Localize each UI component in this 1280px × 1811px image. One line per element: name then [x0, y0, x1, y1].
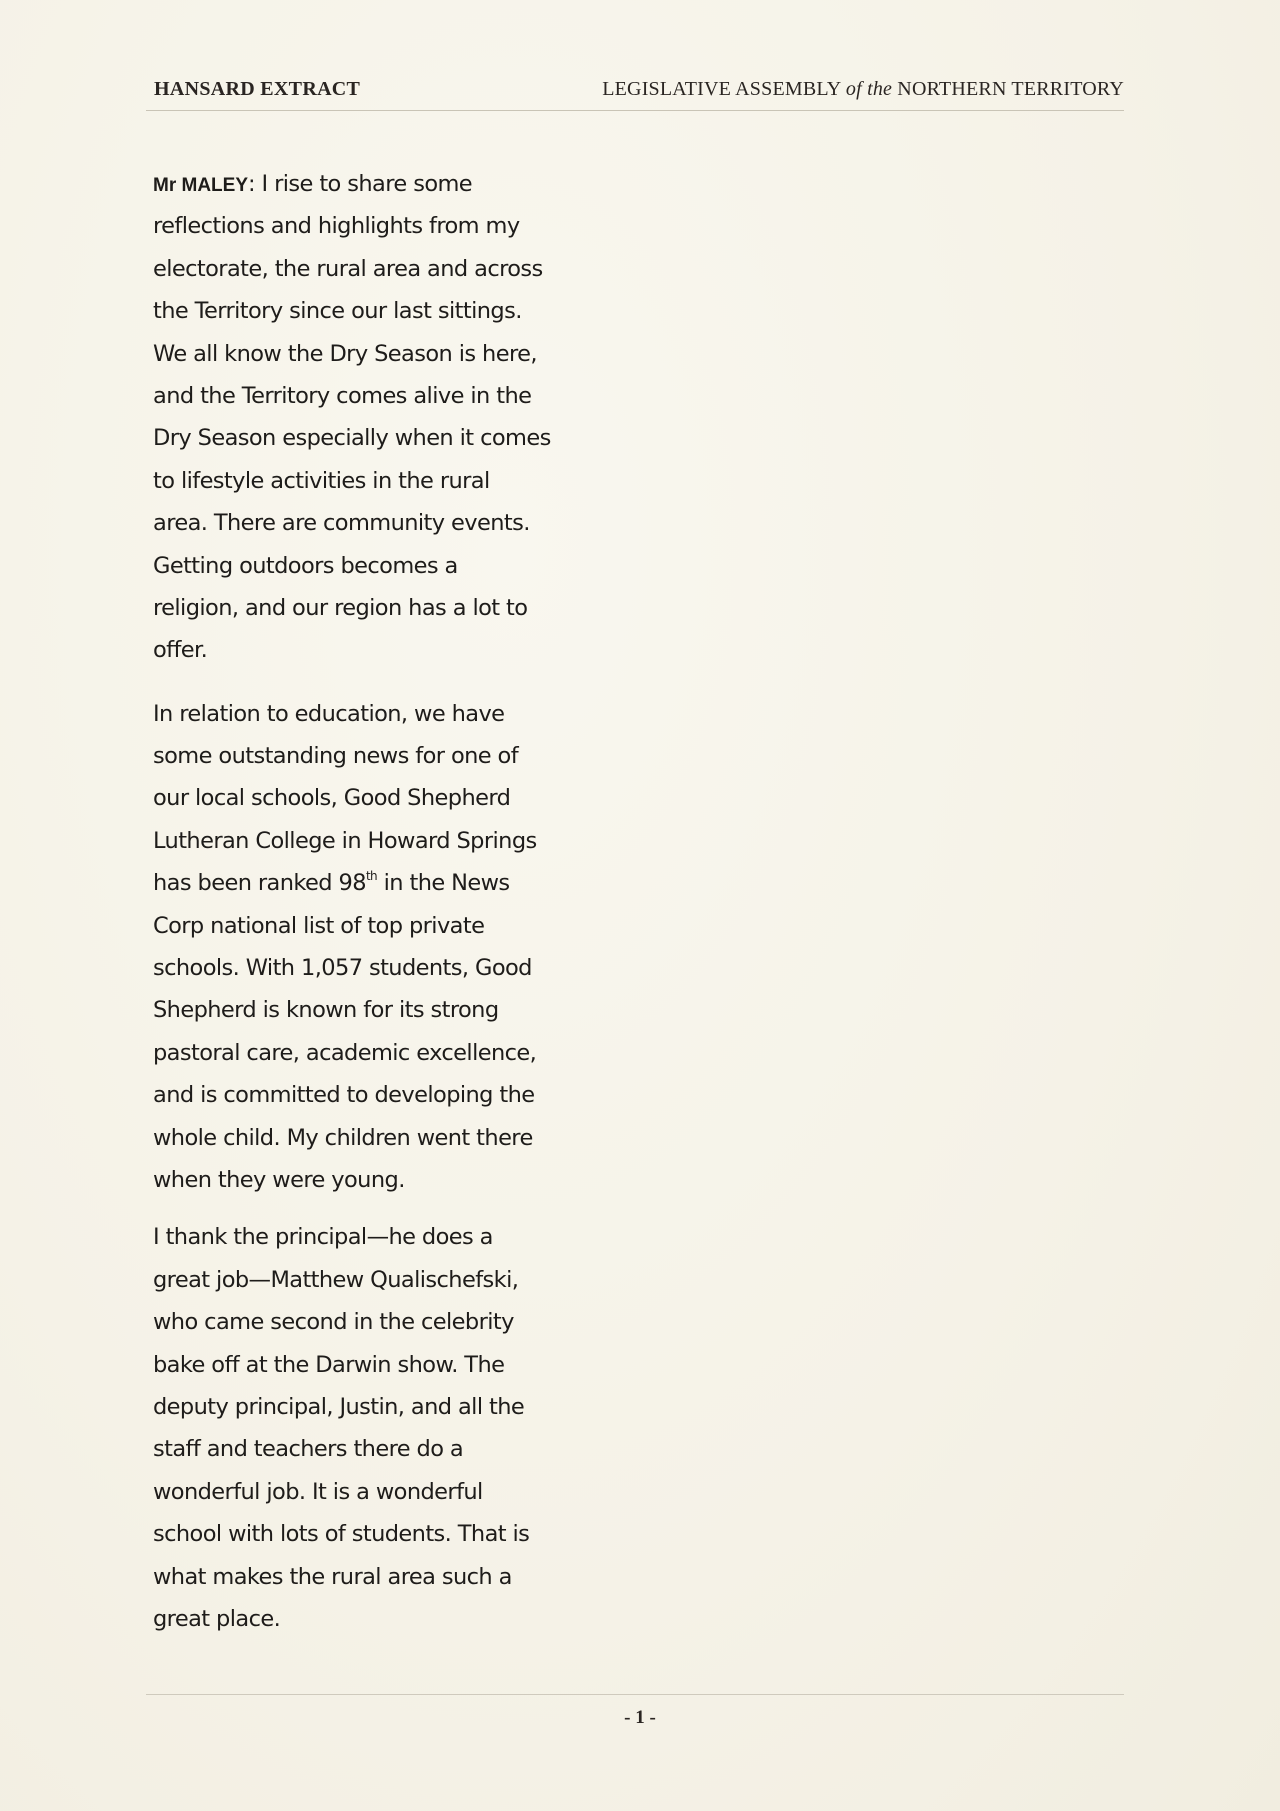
text-line: reflections and highlights from my [153, 213, 520, 240]
header-assembly-italic: of the [845, 78, 893, 100]
footer-rule [146, 1694, 1124, 1695]
text-line: wonderful job. It is a wonderful [153, 1478, 483, 1505]
text-line: We all know the Dry Season is here, [153, 340, 537, 367]
text-line [153, 862, 623, 904]
text-line: Corp national list of top private [153, 912, 485, 939]
text-line: and is committed to developing the [153, 1082, 535, 1109]
page-number: - 1 - [624, 1707, 656, 1728]
header-rule [146, 110, 1124, 111]
text-line: bake off at the Darwin show. The [153, 1351, 505, 1378]
line-text-tail: in the News [377, 870, 510, 897]
text-line: schools. With 1,057 students, Good [153, 955, 532, 982]
text-line: the Territory since our last sittings. [153, 298, 522, 325]
paragraph-2 [153, 693, 623, 1202]
text-line: what makes the rural area such a [153, 1563, 512, 1590]
paragraph-3 [153, 1216, 623, 1640]
text-line: Lutheran College in Howard Springs [153, 827, 537, 854]
header-assembly-post: NORTHERN TERRITORY [892, 78, 1124, 100]
speech-body [153, 163, 623, 1640]
header-assembly-pre: LEGISLATIVE ASSEMBLY [602, 78, 846, 100]
text-line: religion, and our region has a lot to [153, 594, 528, 621]
header-assembly [602, 78, 1124, 101]
text-line: offer. [153, 637, 208, 664]
paragraph-1 [153, 163, 623, 672]
speaker-name: Mr MALEY [153, 175, 248, 196]
text-line: to lifestyle activities in the rural [153, 467, 490, 494]
text-line: In relation to education, we have [153, 700, 505, 727]
rank-suffix: th [365, 869, 378, 884]
text-line: Getting outdoors becomes a [153, 552, 458, 579]
text-line: staff and teachers there do a [153, 1436, 464, 1463]
line-text: : I rise to share some [248, 171, 473, 197]
text-line: deputy principal, Justin, and all the [153, 1393, 525, 1420]
text-line: school with lots of students. That is [153, 1521, 530, 1548]
line-text: has been ranked 98 [153, 870, 366, 897]
text-line: pastoral care, academic excellence, [153, 1039, 537, 1066]
text-line: I thank the principal—he does a [153, 1224, 493, 1251]
text-line: great job—Matthew Qualischefski, [153, 1266, 519, 1293]
header-title: HANSARD EXTRACT [154, 78, 361, 100]
text-line: Dry Season especially when it comes [153, 425, 551, 452]
text-line: Shepherd is known for its strong [153, 997, 499, 1024]
text-line: who came second in the celebrity [153, 1309, 514, 1336]
text-line: when they were young. [153, 1166, 405, 1193]
text-line: some outstanding news for one of [153, 743, 519, 770]
page-header [146, 76, 1124, 108]
text-line: great place. [153, 1605, 281, 1632]
text-line: whole child. My children went there [153, 1124, 533, 1151]
text-line [153, 163, 623, 205]
text-line: and the Territory comes alive in the [153, 382, 532, 409]
text-line: area. There are community events. [153, 510, 530, 537]
text-line: our local schools, Good Shepherd [153, 785, 511, 812]
text-line: electorate, the rural area and across [153, 255, 543, 282]
